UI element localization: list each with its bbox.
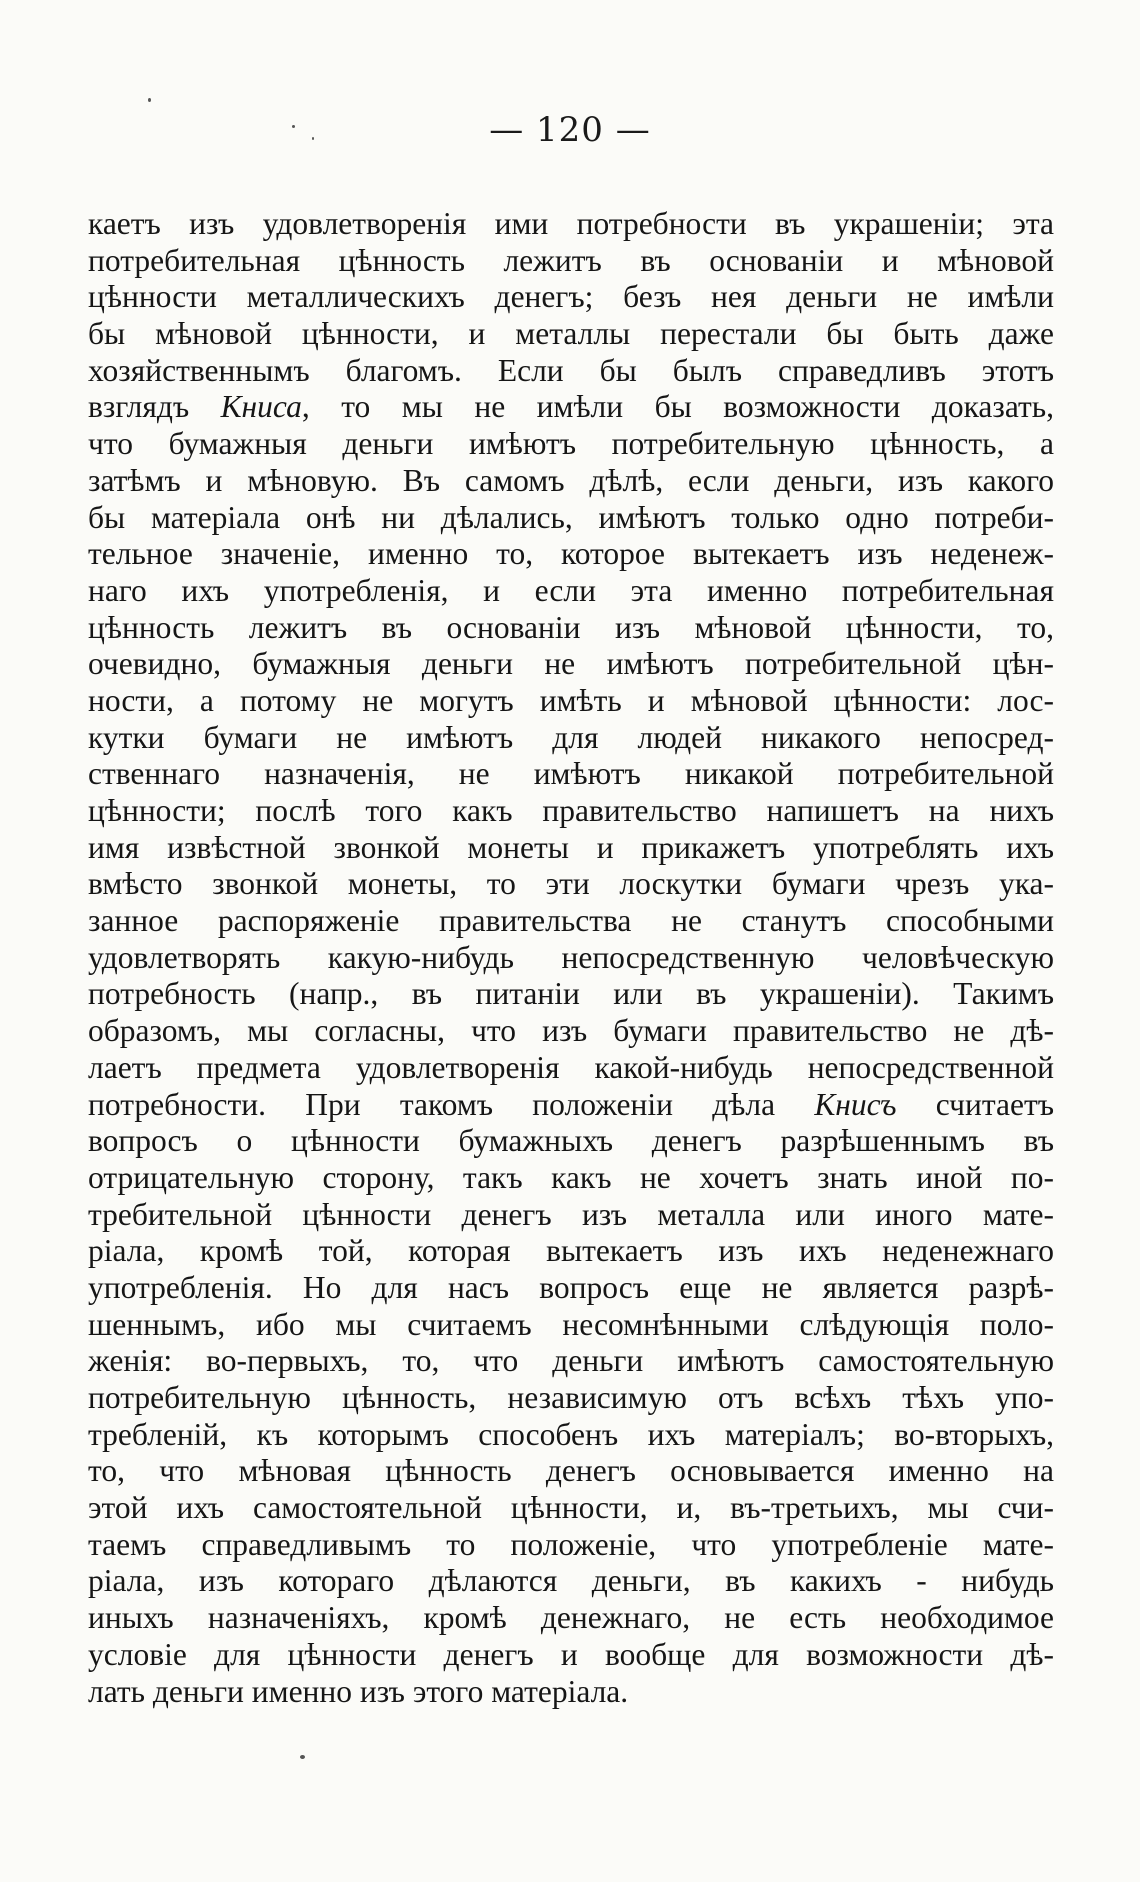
text-line: лать деньги именно изъ этого матеріала. xyxy=(88,1673,629,1709)
text-line: хозяйственнымъ благомъ. Если бы былъ справедливъ этотъ xyxy=(88,352,1054,388)
text-line: цѣнности металлическихъ денегъ; безъ нея деньги не имѣли xyxy=(88,279,1054,315)
text-line xyxy=(88,1087,1054,1124)
text-line: таемъ справедливымъ то положеніе, что употребленіе мате- xyxy=(88,1526,1054,1562)
text-line: вопросъ о цѣнности бумажныхъ денегъ разрѣшеннымъ въ xyxy=(88,1123,1054,1159)
text-line: имя извѣстной звонкой монеты и прикажетъ употреблять ихъ xyxy=(88,829,1054,865)
text-line: ственнаго назначенія, не имѣютъ никакой потребительной xyxy=(88,756,1054,792)
text-line: затѣмъ и мѣновую. Въ самомъ дѣлѣ, если деньги, изъ какого xyxy=(88,462,1054,498)
text-line: потребительную цѣнность, независимую отъ всѣхъ тѣхъ упо- xyxy=(88,1380,1054,1415)
text-line: тельное значеніе, именно то, которое вытекаетъ изъ неденеж- xyxy=(88,536,1054,572)
text-line: бы мѣновой цѣнности, и металлы перестали бы быть даже xyxy=(88,316,1054,352)
text-line: лаетъ предмета удовлетворенія какой-нибудь непосредственной xyxy=(88,1049,1054,1085)
text-line: занное распоряженіе правительства не станутъ способными xyxy=(88,903,1054,939)
text-line: ности, а потому не могутъ имѣть и мѣновой цѣнности: лос- xyxy=(88,682,1054,718)
text-line: бы матеріала онѣ ни дѣлались, имѣютъ только одно потреби- xyxy=(88,499,1054,535)
text-line: иныхъ назначеніяхъ, кромѣ денежнаго, не есть необходимое xyxy=(88,1600,1054,1636)
text-line: очевидно, бумажныя деньги не имѣютъ потребительной цѣн- xyxy=(88,646,1054,682)
text-line: каетъ изъ удовлетворенія ими потребности въ украшеніи; эта xyxy=(88,206,1054,241)
text-line: женія: во-первыхъ, то, что деньги имѣютъ самостоятельную xyxy=(88,1343,1054,1379)
text-line: кутки бумаги не имѣютъ для людей никакого непосред- xyxy=(88,719,1054,755)
text-line: ріала, изъ котораго дѣлаются деньги, въ какихъ - нибудь xyxy=(88,1563,1054,1599)
text-line: потребительная цѣнность лежитъ въ основаніи и мѣновой xyxy=(88,242,1054,278)
text-line: условіе для цѣнности денегъ и вообще для возможности дѣ- xyxy=(88,1636,1054,1672)
text-line: вмѣсто звонкой монеты, то эти лоскутки бумаги чрезъ ука- xyxy=(88,866,1054,902)
ink-speck-decoration xyxy=(148,98,151,102)
text-fragment: взглядъ xyxy=(88,389,221,425)
text-line: что бумажныя деньги имѣютъ потребительную цѣнность, а xyxy=(88,426,1054,462)
text-line: образомъ, мы согласны, что изъ бумаги правительство не дѣ- xyxy=(88,1013,1054,1049)
text-line: потребность (напр., въ питаніи или въ украшеніи). Такимъ xyxy=(88,976,1054,1012)
page-number: — 120 — xyxy=(489,110,651,150)
text-line: шеннымъ, ибо мы считаемъ несомнѣнными слѣдующія поло- xyxy=(88,1306,1054,1342)
body-text xyxy=(88,206,1054,1710)
ink-speck-decoration xyxy=(300,1755,305,1759)
text-line: удовлетворять какую-нибудь непосредственную человѣческую xyxy=(88,939,1054,975)
text-line: требительной цѣнности денегъ изъ металла или иного мате- xyxy=(88,1196,1054,1232)
author-name: Книсъ xyxy=(814,1086,897,1122)
text-fragment: потребности. При такомъ положеніи дѣла xyxy=(88,1086,815,1122)
text-line: цѣнности; послѣ того какъ правительство напишетъ на нихъ xyxy=(88,793,1054,828)
text-line: наго ихъ употребленія, и если эта именно потребительная xyxy=(88,572,1054,608)
text-line: требленій, къ которымъ способенъ ихъ матеріалъ; во-вторыхъ, xyxy=(88,1416,1054,1452)
text-fragment: , то мы не имѣли бы возможности доказать, xyxy=(301,389,1054,425)
text-line: отрицательную сторону, такъ какъ не хочетъ знать иной по- xyxy=(88,1159,1054,1195)
text-line xyxy=(88,389,1054,426)
text-line: то, что мѣновая цѣнность денегъ основывается именно на xyxy=(88,1453,1054,1489)
author-name: Книса xyxy=(220,389,302,425)
text-line: ріала, кромѣ той, которая вытекаетъ изъ ихъ неденежнаго xyxy=(88,1233,1054,1269)
text-line: употребленія. Но для насъ вопросъ еще не является разрѣ- xyxy=(88,1269,1054,1305)
text-line: цѣнность лежитъ въ основаніи изъ мѣновой цѣнности, то, xyxy=(88,609,1054,645)
text-line: этой ихъ самостоятельной цѣнности, и, въ-третьихъ, мы счи- xyxy=(88,1490,1054,1526)
text-fragment: считаетъ xyxy=(896,1086,1055,1122)
